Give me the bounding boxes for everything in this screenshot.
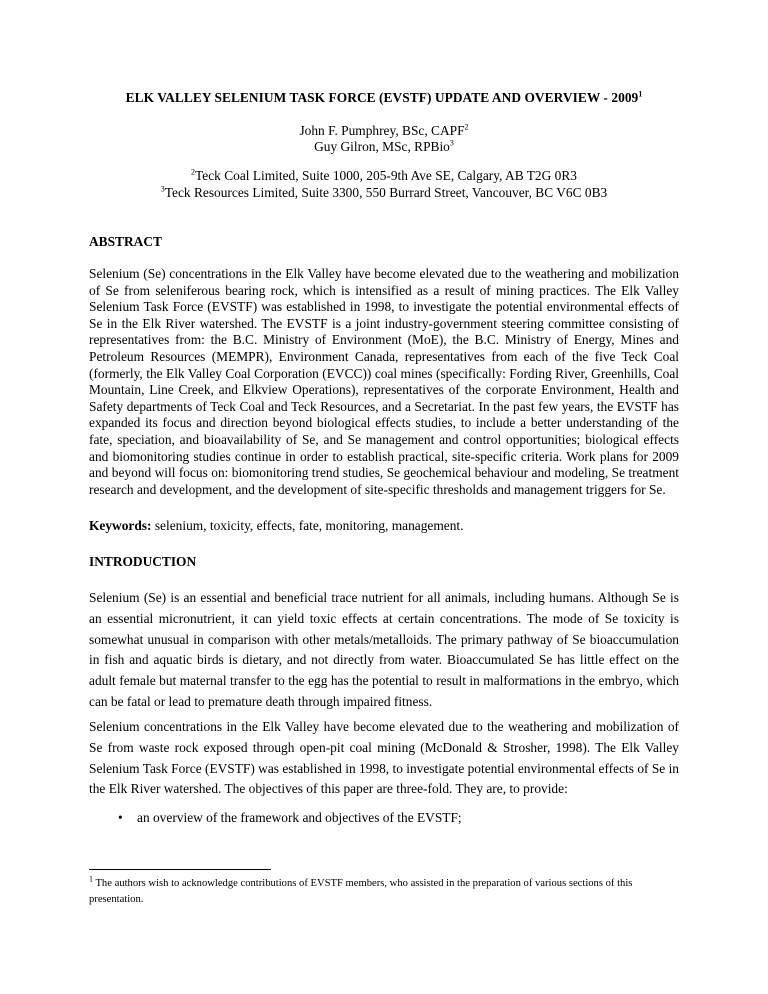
author-2: Guy Gilron, MSc, RPBio$^3$ — [314, 138, 454, 154]
affiliation-2: $^3$Teck Resources Limited, Suite 3300, 550 Burrard Street, Vancouver, BC V6C 0B3 — [160, 184, 608, 200]
keywords — [89, 518, 463, 534]
intro-paragraph-1: Selenium (Se) is an essential and beneficial trace nutrient for all animals, including humans. Although Se is an essential micronutrient, it can yield toxic effects at certain concentrations. The mode of Se toxicity is somewhat unusual in comparison with other metals/metalloids. The primary pathway of Se bioaccumulation in fish and aquatic birds is dietary, and not directly from water. Bioaccumulated Se has little effect on the adult female but maternal transfer to the egg has the potential to result in malformations in the embryo, which can be fatal or lead to premature death through impaired fitness. — [89, 590, 679, 709]
footnote-divider — [89, 869, 271, 870]
affiliation-1: $^2$Teck Coal Limited, Suite 1000, 205-9th Ave SE, Calgary, AB T2G 0R3 — [191, 167, 577, 183]
keywords-label: Keywords: — [89, 518, 152, 533]
bullet-icon: • — [118, 810, 123, 825]
abstract-heading: ABSTRACT — [89, 234, 162, 249]
keywords-text: selenium, toxicity, effects, fate, monitoring, management. — [151, 518, 464, 533]
author-1: John F. Pumphrey, BSc, CAPF$^2$ — [299, 122, 469, 138]
paper-title: ELK VALLEY SELENIUM TASK FORCE (EVSTF) UPDATE AND OVERVIEW - 2009$^1$ — [125, 89, 643, 105]
footnote: $^1$ The authors wish to acknowledge contributions of EVSTF members, who assisted in the preparation of various sections of this presentation. — [89, 874, 633, 905]
abstract-text: Selenium (Se) concentrations in the Elk Valley have become elevated due to the weathering and mobilization of Se from seleniferous bearing rock, which is intensified as a result of mining practices. The Elk Valley Selenium Task Force (EVSTF) was established in 1998, to investigate the potential environmental effects of Se in the Elk River watershed. The EVSTF is a joint industry-government steering committee consisting of representatives from: the B.C. Ministry of Environment (MoE), the B.C. Ministry of Energy, Mines and Petroleum Resources (MEMPR), Environment Canada, representatives from each of the five Teck Coal (formerly, the Elk Valley Coal Corporation (EVCC)) coal mines (specifically: Fording River, Greenhills, Coal Mountain, Line Creek, and Elkview Operations), representatives of the corporate Environment, Health and Safety departments of Teck Coal and Teck Resources, and a Secretariat. In the past few years, the EVSTF has expanded its focus and direction beyond biological effects studies, to include a better understanding of the fate, speciation, and bioavailability of Se, and Se management and control opportunities; biological effects and biomonitoring studies continue in order to establish practical, site-specific criteria. Work plans for 2009 and beyond will focus on: biomonitoring trend studies, Se geochemical behaviour and modeling, Se treatment research and development, and the development of site-specific thresholds and management triggers for Se. — [89, 266, 679, 497]
bullet-item: an overview of the framework and objectives of the EVSTF; — [137, 810, 462, 825]
intro-paragraph-2: Selenium concentrations in the Elk Valley have become elevated due to the weathering and mobilization of Se from waste rock exposed through open-pit coal mining (McDonald & Strosher, 1998). The Elk Valley Selenium Task Force (EVSTF) was established in 1998, to investigate potential environmental effects of Se in the Elk River watershed. The objectives of this paper are three-fold. They are, to provide: — [89, 719, 679, 797]
introduction-heading: INTRODUCTION — [89, 554, 197, 569]
